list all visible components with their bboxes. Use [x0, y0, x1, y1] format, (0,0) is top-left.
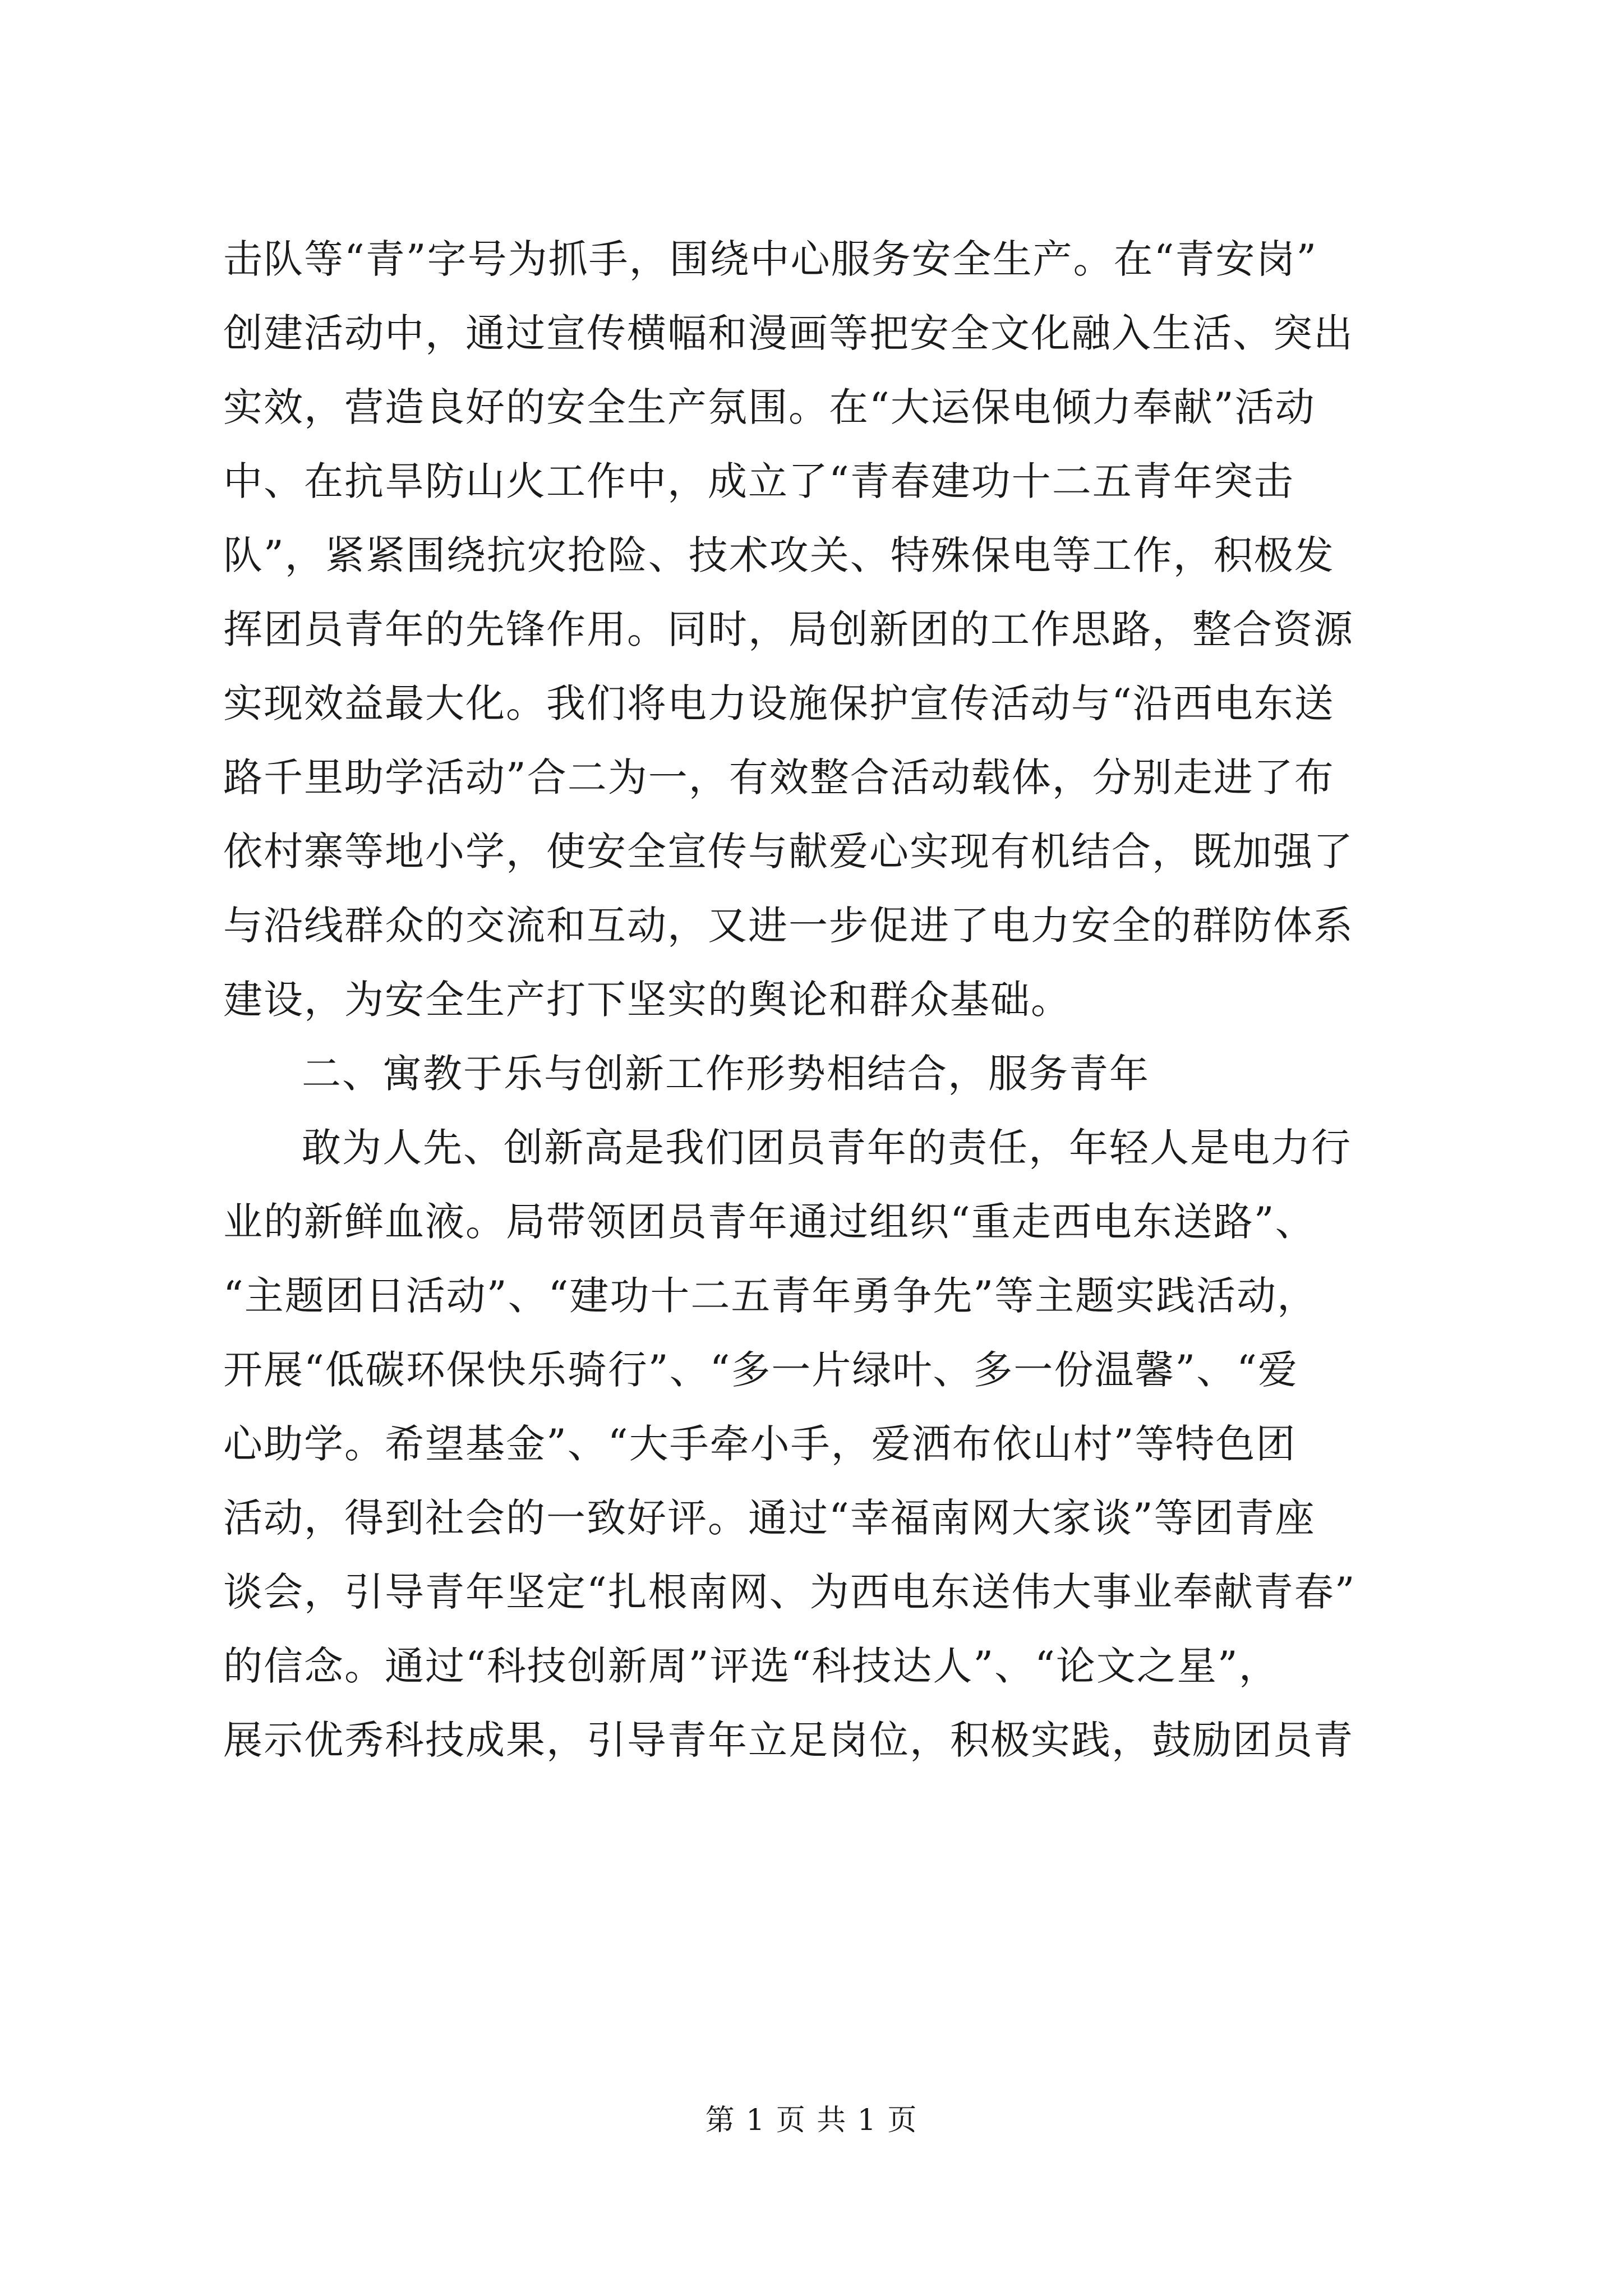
document-body [223, 222, 1401, 1777]
page-footer [0, 2102, 1623, 2138]
text-line: 击队等“青”字号为抓手，围绕中心服务安全生产。在“青安岗” [223, 236, 1318, 282]
text-line: 队”，紧紧围绕抗灾抢险、技术攻关、特殊保电等工作，积极发 [223, 532, 1335, 578]
text-line: 心助学。希望基金”、“大手牵小手，爱洒布依山村”等特色团 [223, 1421, 1297, 1467]
section-heading: 二、寓教于乐与创新工作形势相结合，服务青年 [302, 1051, 1150, 1097]
text-line: 实现效益最大化。我们将电力设施保护宣传活动与“沿西电东送 [223, 680, 1335, 726]
text-line: 建设，为安全生产打下坚实的舆论和群众基础。 [223, 977, 1071, 1023]
text-line: 路千里助学活动”合二为一，有效整合活动载体，分别走进了布 [223, 754, 1335, 800]
text-line: 实效，营造良好的安全生产氛围。在“大运保电倾力奉献”活动 [223, 384, 1316, 430]
text-line: 展示优秀科技成果，引导青年立足岗位，积极实践，鼓励团员青 [223, 1717, 1354, 1763]
text-line: 依村寨等地小学，使安全宣传与献爱心实现有机结合，既加强了 [223, 829, 1354, 875]
paragraph-first-line: 敢为人先、创新高是我们团员青年的责任，年轻人是电力行 [302, 1125, 1352, 1171]
text-line: 的信念。通过“科技创新周”评选“科技达人”、“论文之星”， [223, 1643, 1279, 1689]
text-line: “主题团日活动”、“建功十二五青年勇争先”等主题实践活动， [223, 1273, 1318, 1319]
text-line: 谈会，引导青年坚定“扎根南网、为西电东送伟大事业奉献青春” [223, 1569, 1356, 1615]
text-line: 业的新鲜血液。局带领团员青年通过组织“重走西电东送路”、 [223, 1199, 1316, 1245]
text-line: 创建活动中，通过宣传横幅和漫画等把安全文化融入生活、突出 [223, 310, 1354, 356]
text-line: 挥团员青年的先锋作用。同时，局创新团的工作思路，整合资源 [223, 606, 1354, 652]
text-line: 中、在抗旱防山火工作中，成立了“青春建功十二五青年突击 [223, 458, 1294, 504]
text-line: 开展“低碳环保快乐骑行”、“多一片绿叶、多一份温馨”、“爱 [223, 1347, 1298, 1393]
page-number: 第 1 页 共 1 页 [705, 2104, 918, 2137]
text-line: 活动，得到社会的一致好评。通过“幸福南网大家谈”等团青座 [223, 1495, 1316, 1541]
text-line: 与沿线群众的交流和互动，又进一步促进了电力安全的群防体系 [223, 903, 1354, 949]
